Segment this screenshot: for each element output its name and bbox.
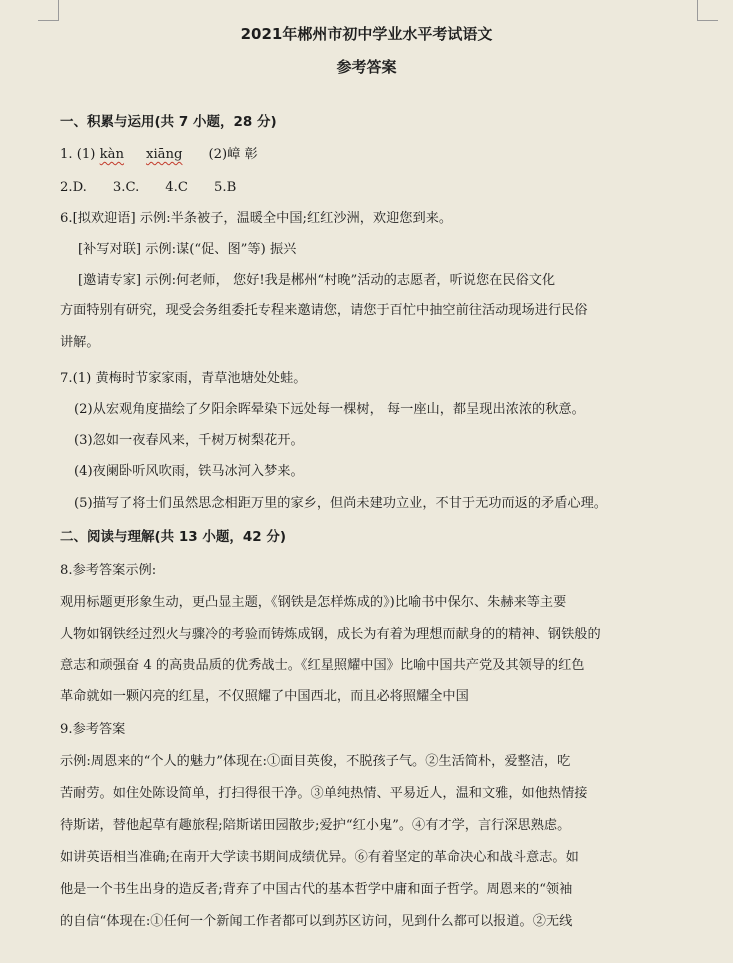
q6-line-1: 6.[拟欢迎语] 示例:半条被子，温暖全中国;红红沙洲，欢迎您到来。	[60, 211, 453, 226]
q9-line-3: 苦耐劳。如住处陈设简单，打扫得很干净。③单纯热情、平易近人，温和文雅，如他热情接	[60, 786, 588, 801]
q7-line-1: 7.(1) 黄梅时节家家雨，青草池塘处处蛙。	[60, 371, 307, 386]
q9-line-6: 他是一个书生出身的造反者;背弃了中国古代的基本哲学中庸和面子哲学。周恩来的“领袖	[60, 882, 573, 897]
q1-part2: (2)嶂 彰	[208, 147, 258, 162]
q4-answer: 4.C	[165, 180, 188, 195]
q7-line-5: (5)描写了将士们虽然思念相距万里的家乡，但尚未建功立业，不甘于无功而返的矛盾心理。	[74, 496, 607, 511]
q6-line-5: 讲解。	[60, 335, 100, 350]
q9-line-7: 的自信“体现在:①任何一个新闻工作者都可以到苏区访问，见到什么都可以报道。②无线	[60, 914, 573, 929]
q8-line-5: 革命就如一颗闪亮的红星，不仅照耀了中国西北，而且必将照耀全中国	[60, 689, 469, 704]
q6-line-4: 方面特别有研究，现受会务组委托专程来邀请您，请您于百忙中抽空前往活动现场进行民俗	[60, 303, 588, 318]
section1-heading: 一、积累与运用(共 7 小题，28 分)	[60, 114, 277, 130]
q1-number: 1. (1)	[60, 147, 96, 162]
q1-answer	[60, 145, 258, 165]
q6-line-3: [邀请专家] 示例:何老师， 您好!我是郴州“村晚”活动的志愿者，听说您在民俗文化	[78, 273, 556, 288]
q8-line-4: 意志和顽强奋 4 的高贵品质的优秀战士。《红星照耀中国》比喻中国共产党及其领导的红色	[60, 658, 585, 673]
q9-line-1: 9.参考答案	[60, 722, 126, 737]
q9-line-5: 如讲英语相当准确;在南开大学读书期间成绩优异。⑥有着坚定的革命决心和战斗意志。如	[60, 850, 579, 865]
q7-line-4: (4)夜阑卧听风吹雨，铁马冰河入梦来。	[74, 464, 304, 479]
q8-line-1: 8.参考答案示例:	[60, 563, 157, 578]
q1-pinyin-1: kàn	[99, 147, 125, 162]
q5-answer: 5.B	[213, 180, 237, 195]
q7-line-2: (2)从宏观角度描绘了夕阳余晖晕染下远处每一棵树， 每一座山，都呈现出浓浓的秋意。	[74, 402, 585, 417]
q8-line-3: 人物如钢铁经过烈火与骤冷的考验而铸炼成钢，成长为有着为理想而献身的的精神、钢铁般的	[60, 627, 601, 642]
q2-answer: 2.D.	[60, 180, 87, 195]
document-title: 2021年郴州市初中学业水平考试语文	[240, 25, 493, 43]
q8-line-2: 观用标题更形象生动，更凸显主题，《钢铁是怎样炼成的》)比喻书中保尔、朱赫来等主要	[60, 595, 567, 610]
q7-line-3: (3)忽如一夜春风来，千树万树梨花开。	[74, 433, 304, 448]
q9-line-4: 待斯诺，替他起草有趣旅程;陪斯诺田园散步;爱护“红小鬼”。④有才学，言行深思熟虑。	[60, 818, 571, 833]
q1-pinyin-2: xiāng	[146, 147, 183, 162]
section2-heading: 二、阅读与理解(共 13 小题，42 分)	[60, 529, 287, 545]
q2-5-answers	[60, 178, 236, 198]
q9-line-2: 示例:周恩来的“个人的魅力”体现在:①面目英俊，不脱孩子气。②生活简朴，爱整洁，吃	[60, 754, 571, 769]
document-subtitle: 参考答案	[336, 58, 397, 76]
q3-answer: 3.C.	[112, 180, 140, 195]
q6-line-2: [补写对联] 示例:谋(“促、图”等) 振兴	[78, 242, 297, 257]
